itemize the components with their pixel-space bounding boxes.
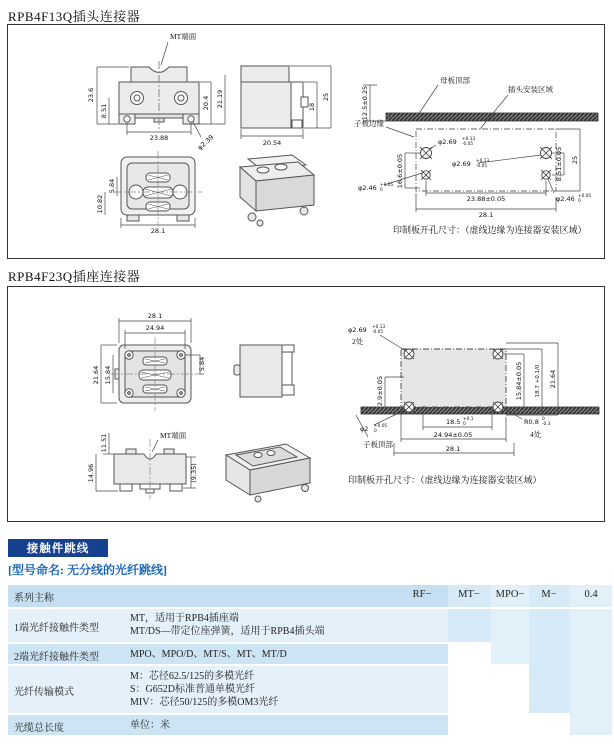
dim-23-88-tol: 23.88±0.05 [466, 195, 506, 203]
socket-pcb-drawing [348, 324, 599, 485]
dim2-hole-a: φ2.69 [348, 326, 367, 334]
dim2-15-84: 15.84±0.05 [515, 361, 523, 401]
dim2-hole-a-dn: -0.05 [372, 330, 384, 335]
desc-end1 [130, 612, 324, 638]
desc-mode-line1: M：芯径62.5/125的多模光纤 [130, 671, 255, 682]
code-m: M− [541, 589, 557, 600]
dim-9-35: (9.35) [190, 463, 198, 483]
plug-bottom-view [114, 151, 202, 225]
dim2-18-7: 18.7 +0.1/0 [535, 364, 541, 398]
dim-21-64: 21.64 [92, 365, 100, 385]
attr-length: 光缆总长度 [14, 723, 64, 734]
plug-isometric-view [240, 155, 314, 226]
dim-28-1-pcb: 28.1 [478, 211, 494, 219]
socket-drawing [8, 287, 604, 521]
dim-15-84: 15.84 [104, 365, 112, 385]
dim-hole-b: φ2.69 [452, 160, 471, 168]
dim-24-94: 24.94 [145, 324, 165, 332]
dim2-18-5: 18.5 [446, 418, 461, 426]
socket-connector-title: RPB4F23Q插座连接器 [8, 269, 141, 284]
dim-20-4: 20.4 [202, 95, 210, 111]
mount-area-label: 插头安装区域 [508, 85, 553, 94]
daughter-edge-label: 子板边缘 [354, 119, 384, 128]
dim-hole-b-dn: -0.05 [476, 164, 488, 169]
code-col-mt-stair [448, 609, 491, 642]
section-badge: 接触件跳线 [8, 539, 108, 557]
dim-hole-d-up: +0.05 [578, 194, 592, 199]
dim-20-54: 20.54 [262, 139, 282, 147]
dim-hole-a-dn: -0.05 [462, 142, 474, 147]
dim-10-82: 10.82 [96, 194, 104, 214]
dim2-18-5-dn: 0 [463, 422, 466, 427]
dim2-r0-8-up: 0 [542, 417, 545, 422]
dim2-hole-b-dn: 0 [374, 429, 377, 434]
dim-14-96: 14.96 [87, 463, 95, 483]
socket-top-view [111, 337, 199, 411]
code-mt: MT− [458, 589, 480, 600]
dim-18: 18 [308, 102, 316, 112]
code-length: 0.4 [584, 589, 598, 600]
pcb-caption-2: 印制板开孔尺寸：（虚线边缘为连接器安装区域） [348, 475, 542, 485]
dim-28-1: 28.1 [150, 227, 166, 235]
dim-8-51: 8.51 [100, 103, 108, 119]
dim2-hole-a-up: +0.13 [372, 325, 386, 330]
socket-front-view [114, 439, 186, 499]
desc-end1-line1: MT，适用于RPB4插座端 [130, 613, 239, 624]
dim-hole-d: φ2.46 [556, 195, 575, 203]
socket-isometric-view [226, 444, 310, 502]
daughter-top-label: 子板顶部 [363, 440, 393, 449]
dim2-21-64: 21.64 [549, 369, 557, 389]
mt-face-label: MT端面 [170, 32, 197, 41]
mt-face-label-2: MT端面 [160, 431, 187, 440]
dim-21-19: 21.19 [216, 89, 224, 109]
dim-5-84-top: 5.84 [198, 356, 206, 372]
desc-mode [130, 670, 278, 709]
desc-end2-line1: MPO、MPO/D、MT/S、MT、MT/D [130, 649, 287, 660]
dim2-r0-8-count: 4处 [530, 430, 542, 439]
dim-hole-b-up: +0.13 [476, 159, 490, 164]
dim2-r0-8-dn: -0.3 [542, 422, 551, 427]
desc-length-line1: 单位：米 [130, 720, 170, 731]
row1-band [8, 585, 448, 607]
dim-23-88: 23.88 [149, 134, 169, 142]
motherboard-top-label: 母板顶部 [440, 76, 470, 85]
dim-hole-a: φ2.69 [438, 138, 457, 146]
code-rf: RF− [412, 589, 432, 600]
dim-hole-d-dn: 0 [578, 199, 581, 204]
plug-side-view [241, 66, 308, 128]
dim-hole-c-up: +0.05 [380, 183, 394, 188]
model-naming-table [8, 585, 604, 735]
dim-11-51: 11.51 [100, 433, 108, 453]
desc-mode-line2: S：G652D标准普通单模光纤 [130, 684, 256, 695]
naming-subtitle: [型号命名: 无分线的光纤跳线] [8, 563, 167, 577]
attr-end2: 2端光纤接触件类型 [14, 652, 99, 663]
attr-mode: 光纤传输模式 [14, 687, 74, 698]
dim2-2-9: 2.9±0.05 [376, 375, 384, 407]
dim-25: 25 [322, 92, 330, 102]
plug-front-view [119, 61, 199, 131]
attr-end1: 1端光纤接触件类型 [14, 623, 99, 634]
plug-drawing [8, 25, 604, 258]
dim2-hole-a-count: 2处 [352, 337, 364, 346]
dim2-24-94: 24.94±0.05 [433, 431, 473, 439]
dim2-hole-b-up: +0.05 [374, 424, 388, 429]
desc-end1-line2: MT/DS—带定位座弹簧，适用于RPB4插头端 [130, 626, 325, 637]
desc-length [130, 719, 170, 732]
dim-hole-c: φ2.46 [358, 184, 377, 192]
dim-16-6: 16.6±0.05 [396, 153, 404, 189]
dim2-18-5-up: +0.1 [463, 417, 474, 422]
dim-25-right: 25 [571, 155, 579, 165]
code-col-len-stair [570, 609, 612, 735]
code-col-m-stair [529, 609, 570, 713]
dim-28-1-top: 28.1 [147, 312, 163, 320]
attr-series: 系列主称 [14, 593, 54, 604]
plug-drawing-box [7, 24, 605, 259]
dim-5-84: 5.84 [108, 178, 116, 194]
socket-drawing-box [7, 286, 605, 522]
plug-connector-title: RPB4F13Q插头连接器 [8, 9, 141, 24]
dim-23-6: 23.6 [87, 87, 95, 103]
code-col-mpo-stair [491, 609, 529, 664]
dim-12-5: 12.5±0.25 [361, 85, 369, 121]
dim-hole-c-dn: 0 [380, 188, 383, 193]
desc-mode-line3: MIV：芯径50/125的多模OM3光纤 [130, 697, 279, 708]
code-mpo: MPO− [495, 589, 525, 600]
pcb-caption-1: 印制板开孔尺寸：（虚线边缘为连接器安装区域） [393, 225, 587, 235]
dim2-r0-8: R0.8 [524, 418, 539, 426]
desc-end2 [130, 648, 287, 661]
dim2-28-1: 28.1 [445, 445, 461, 453]
plug-pcb-drawing [354, 75, 598, 235]
dim2-hole-b: φ2 [360, 425, 369, 433]
dim-phi-2-39: φ2.39 [196, 133, 216, 152]
socket-side-view [234, 345, 294, 397]
row5-band [8, 715, 448, 735]
dim-8-51-tol: 8.51±0.05 [555, 146, 563, 182]
dim-hole-a-up: +0.13 [462, 137, 476, 142]
